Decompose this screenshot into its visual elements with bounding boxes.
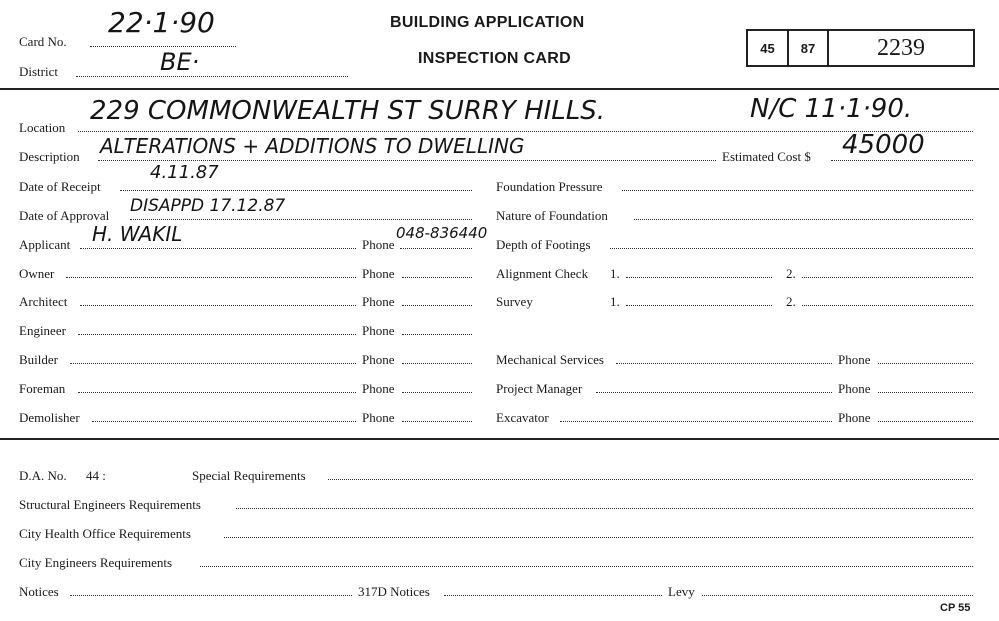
mechanical-phone-line — [878, 363, 973, 364]
nature-foundation-line — [634, 219, 973, 220]
special-requirements-label: Special Requirements — [192, 468, 306, 483]
architect-label: Architect — [19, 294, 68, 309]
applicant-label: Applicant — [19, 237, 71, 252]
form-title-line1: BUILDING APPLICATION — [390, 14, 585, 31]
card-no-line — [90, 46, 236, 47]
foreman-phone-label: Phone — [362, 381, 395, 396]
project-manager-label: Project Manager — [496, 381, 583, 396]
demolisher-line — [92, 421, 356, 422]
owner-phone-label: Phone — [362, 266, 395, 281]
levy-line — [702, 595, 973, 596]
alignment-check-label: Alignment Check — [496, 266, 589, 281]
architect-phone-line — [402, 305, 472, 306]
date-approval-line — [130, 219, 472, 220]
form-title-line2: INSPECTION CARD — [418, 50, 571, 67]
applicant-phone-line — [400, 248, 472, 249]
excavator-label: Excavator — [496, 410, 549, 425]
city-engineers-requirements-line — [200, 566, 973, 567]
date-approval-label: Date of Approval — [19, 208, 110, 223]
owner-line — [66, 277, 356, 278]
mechanical-phone-label: Phone — [838, 352, 871, 367]
header-rule — [0, 88, 999, 90]
foreman-line — [78, 392, 356, 393]
architect-phone-label: Phone — [362, 294, 395, 309]
card-box-a: 45 — [760, 40, 775, 56]
demolisher-phone-label: Phone — [362, 410, 395, 425]
survey-1-label: 1. — [610, 294, 620, 309]
district-value: BE· — [160, 48, 200, 76]
excavator-phone-line — [878, 421, 973, 422]
excavator-phone-label: Phone — [838, 410, 871, 425]
details-rule — [0, 438, 999, 440]
notices-label: Notices — [19, 584, 59, 599]
location-value: 229 COMMONWEALTH ST SURRY HILLS. — [90, 96, 606, 126]
applicant-value: H. WAKIL — [92, 222, 183, 246]
project-manager-phone-line — [878, 392, 973, 393]
mechanical-services-label: Mechanical Services — [496, 352, 604, 367]
form-code: CP 55 — [940, 602, 971, 614]
city-engineers-requirements-label: City Engineers Requirements — [19, 555, 173, 570]
builder-phone-line — [402, 363, 472, 364]
description-value: ALTERATIONS + ADDITIONS TO DWELLING — [100, 134, 525, 158]
alignment-2-label: 2. — [786, 266, 796, 281]
project-manager-line — [596, 392, 832, 393]
foundation-pressure-line — [622, 190, 973, 191]
date-approval-value: DISAPPD 17.12.87 — [130, 196, 286, 216]
date-receipt-label: Date of Receipt — [19, 179, 101, 194]
owner-label: Owner — [19, 266, 55, 281]
nature-foundation-label: Nature of Foundation — [496, 208, 608, 223]
engineer-phone-line — [402, 334, 472, 335]
location-line — [78, 131, 973, 132]
demolisher-phone-line — [402, 421, 472, 422]
excavator-line — [560, 421, 832, 422]
demolisher-label: Demolisher — [19, 410, 80, 425]
builder-phone-label: Phone — [362, 352, 395, 367]
card-box-b: 87 — [800, 40, 816, 56]
project-manager-phone-label: Phone — [838, 381, 871, 396]
notices-317d-line — [444, 595, 662, 596]
notices-line — [70, 595, 352, 596]
foreman-label: Foreman — [19, 381, 66, 396]
date-receipt-line — [120, 190, 472, 191]
depth-footings-line — [610, 248, 973, 249]
special-requirements-line — [328, 479, 973, 480]
applicant-line — [80, 248, 356, 249]
structural-requirements-label: Structural Engineers Requirements — [19, 497, 201, 512]
alignment-1-line — [626, 277, 772, 278]
engineer-line — [78, 334, 356, 335]
structural-requirements-line — [236, 508, 973, 509]
owner-phone-line — [402, 277, 472, 278]
description-line — [98, 160, 716, 161]
health-requirements-label: City Health Office Requirements — [19, 526, 191, 541]
depth-footings-label: Depth of Footings — [496, 237, 591, 252]
engineer-label: Engineer — [19, 323, 66, 338]
nc-note: N/C 11·1·90. — [750, 94, 913, 124]
alignment-1-label: 1. — [610, 266, 620, 281]
location-label: Location — [19, 120, 66, 135]
card-no-value: 22·1·90 — [108, 6, 215, 39]
notices-317d-label: 317D Notices — [358, 584, 430, 599]
levy-label: Levy — [668, 584, 695, 599]
estimated-cost-line — [831, 160, 973, 161]
mechanical-services-line — [616, 363, 832, 364]
survey-2-line — [802, 305, 973, 306]
survey-1-line — [626, 305, 772, 306]
card-no-label: Card No. — [19, 34, 67, 49]
foreman-phone-line — [402, 392, 472, 393]
foundation-pressure-label: Foundation Pressure — [496, 179, 603, 194]
engineer-phone-label: Phone — [362, 323, 395, 338]
architect-line — [80, 305, 356, 306]
alignment-2-line — [802, 277, 973, 278]
builder-line — [70, 363, 356, 364]
district-line — [76, 76, 348, 77]
da-no-value: 44 : — [86, 468, 106, 483]
estimated-cost-label: Estimated Cost $ — [722, 149, 811, 164]
card-box-number: 2239 — [877, 34, 925, 61]
survey-2-label: 2. — [786, 294, 796, 309]
applicant-phone-value: 048-836440 — [396, 224, 488, 242]
applicant-phone-label: Phone — [362, 237, 395, 252]
builder-label: Builder — [19, 352, 58, 367]
district-label: District — [19, 64, 58, 79]
survey-label: Survey — [496, 294, 533, 309]
estimated-cost-value: 45000 — [842, 130, 925, 160]
description-label: Description — [19, 149, 80, 164]
da-no-label: D.A. No. — [19, 468, 67, 483]
health-requirements-line — [224, 537, 973, 538]
date-receipt-value: 4.11.87 — [150, 162, 219, 183]
